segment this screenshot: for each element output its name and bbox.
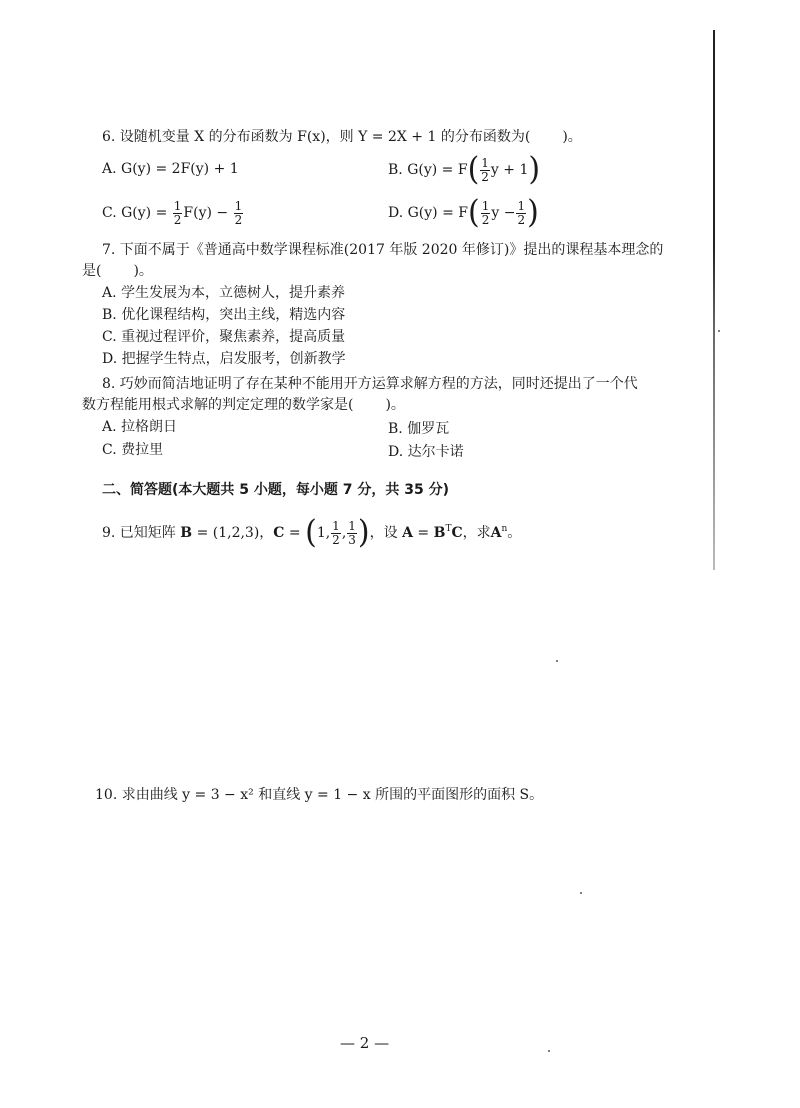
- scan-speck: [548, 1050, 550, 1052]
- q9-stem: 9. 已知矩阵 B = (1,2,3)，C = (1, $\frac{1}{2}$ , $\frac{1}{3}$ )，设 $A = B^TC$，求$A^n$。: [102, 514, 522, 551]
- q7-option-b: B. 优化课程结构，突出主线，精选内容: [102, 307, 346, 323]
- q10-stem: 10. 求由曲线 y = 3 − x² 和直线 y = 1 − x 所围的平面图形的面积 S。: [95, 787, 544, 803]
- fraction: $\frac{1}{3}$: [348, 518, 356, 547]
- fraction: $\frac{1}{2}$: [173, 199, 182, 227]
- binding-line: [713, 30, 715, 570]
- q6-option-b: B. G(y) = F( $\frac{1}{2}$ y + 1): [388, 151, 541, 188]
- q7-stem-line2: 是( )。: [82, 263, 153, 279]
- fraction: $\frac{1}{2}$: [517, 198, 526, 227]
- q6-stem: 6. 设随机变量 X 的分布函数为 F(x)，则 Y = 2X + 1 的分布函数为( )。: [102, 129, 582, 145]
- q7-stem-line1: 7. 下面不属于《普通高中数学课程标准(2017 年版 2020 年修订)》提出的课程基本理念的: [102, 242, 664, 258]
- section-heading: 二、简答题(本大题共 5 小题，每小题 7 分，共 35 分): [102, 482, 450, 498]
- q8-option-a: A. 拉格朗日: [102, 419, 178, 435]
- q7-option-d: D. 把握学生特点，启发服考，创新教学: [102, 351, 346, 367]
- fraction: $\frac{1}{2}$: [332, 518, 340, 547]
- fraction: $\frac{1}{2}$: [481, 155, 489, 184]
- page-number: — 2 —: [340, 1034, 390, 1052]
- fraction: $\frac{1}{2}$: [234, 199, 243, 227]
- q8-option-c: C. 费拉里: [102, 442, 164, 458]
- q8-option-b: B. 伽罗瓦: [388, 421, 450, 437]
- q8-stem-line1: 8. 巧妙而简洁地证明了存在某种不能用开方运算求解方程的方法，同时还提出了一个代: [102, 376, 638, 392]
- q8-stem-line2: 数方程能用根式求解的判定定理的数学家是( )。: [82, 397, 405, 413]
- q7-option-c: C. 重视过程评价，聚焦素养，提高质量: [102, 329, 346, 345]
- scan-speck: [556, 660, 558, 662]
- q6-option-a: A. G(y) = 2F(y) + 1: [102, 161, 239, 177]
- q6-option-d: D. G(y) = F( $\frac{1}{2}$ y − $\frac{1}{2}$ ): [388, 194, 539, 231]
- scan-speck: [718, 330, 720, 332]
- q7-option-a: A. 学生发展为本，立德树人，提升素养: [102, 285, 346, 301]
- scan-speck: [580, 892, 582, 894]
- q8-option-d: D. 达尔卡诺: [388, 444, 464, 460]
- q6-option-c: C. G(y) = $\frac{1}{2}$ F(y) − $\frac{1}{2}$: [102, 199, 243, 227]
- fraction: $\frac{1}{2}$: [481, 198, 490, 227]
